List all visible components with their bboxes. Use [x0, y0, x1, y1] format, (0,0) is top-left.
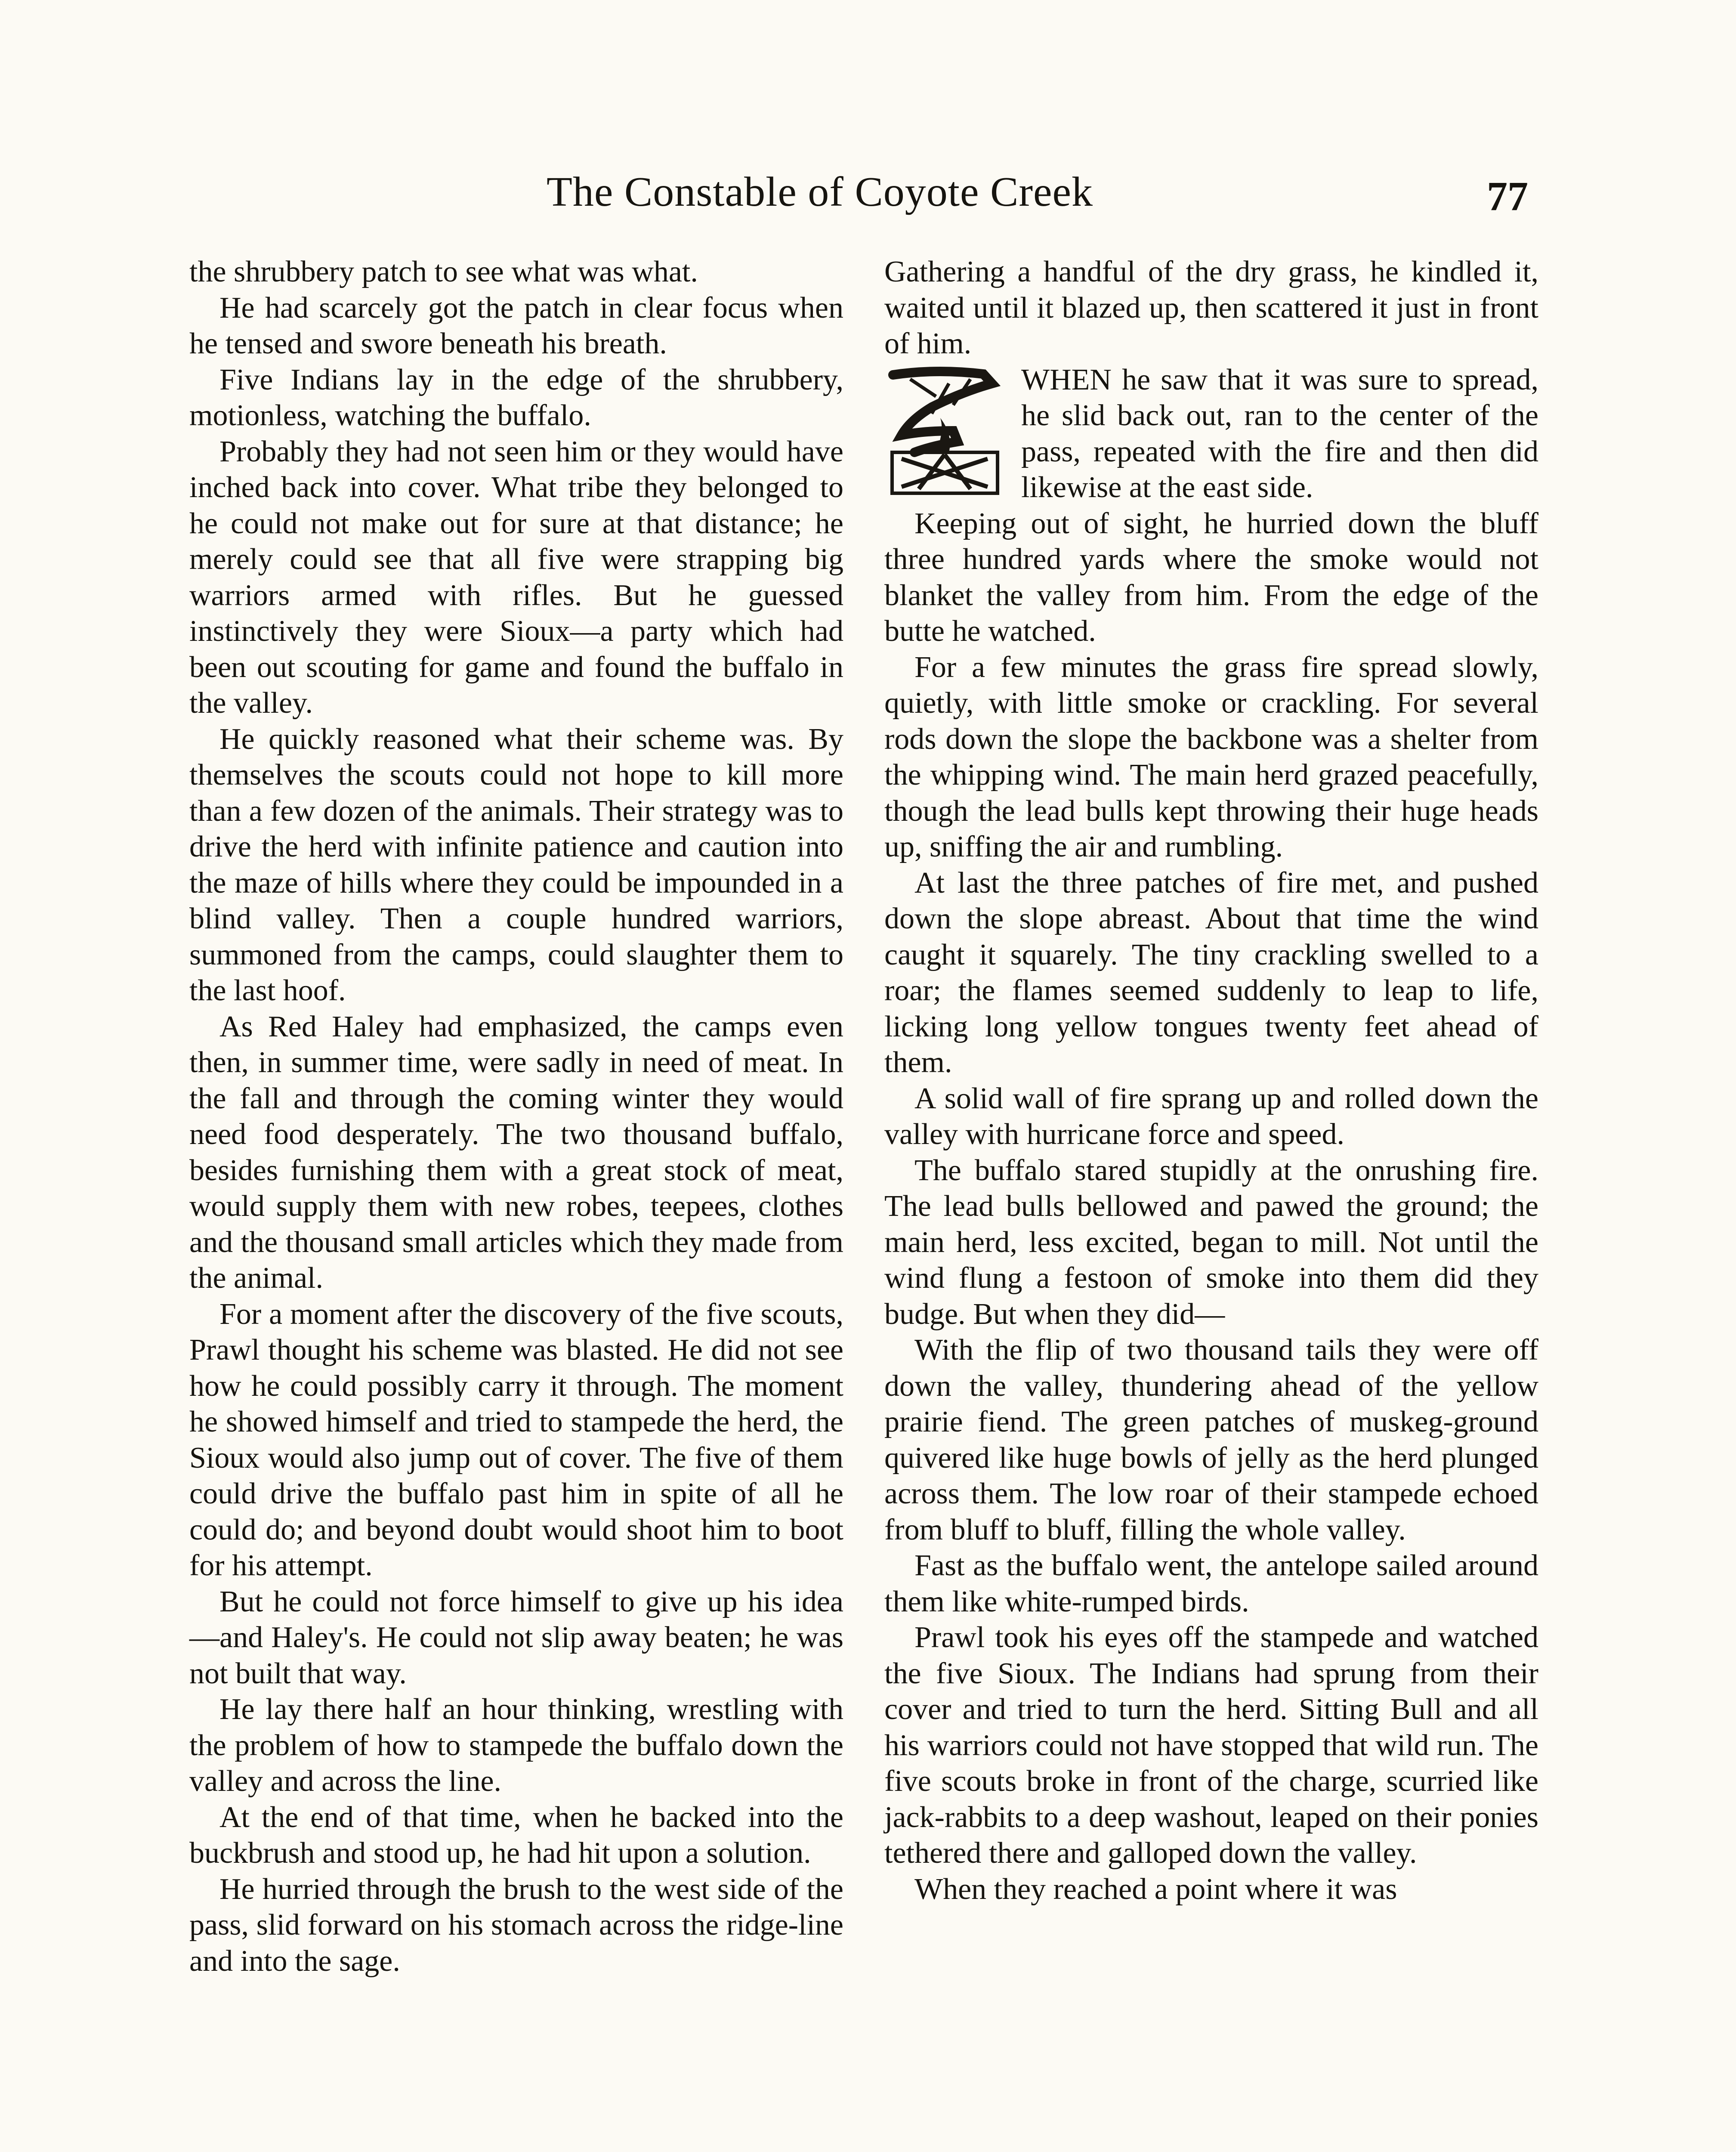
- paragraph: A solid wall of fire sprang up and rolled down the valley with hurricane force and speed.: [884, 1082, 1538, 1151]
- paragraph: He hurried through the brush to the west side of the pass, slid forward on his stomach across the ridge-line and into the sage.: [189, 1872, 843, 1978]
- paragraph: For a few minutes the grass fire spread slowly, quietly, with little smoke or crackling. For several rods down the slope the backbone was a shelter from the whipping wind. The main herd grazed peacefully, though the lead bulls kept throwing their huge heads up, sniffing the air and rumbling.: [884, 650, 1538, 863]
- paragraph: When they reached a point where it was: [914, 1872, 1397, 1906]
- paragraph: At the end of that time, when he backed into the buckbrush and stood up, he had hit upon a solution.: [189, 1800, 843, 1870]
- section-break: [884, 362, 1538, 506]
- paragraph: But he could not force himself to give up his idea—and Haley's. He could not slip away beaten; he was not built that way.: [189, 1585, 843, 1690]
- page-header: [0, 155, 1736, 220]
- paragraph: At last the three patches of fire met, and pushed down the slope abreast. About that time the wind caught it squarely. The tiny crackling swelled to a roar; the flames seemed suddenly to leap to life, licking long yellow tongues twenty feet ahead of them.: [884, 866, 1538, 1079]
- paragraph: The buffalo stared stupidly at the onrushing fire. The lead bulls bellowed and pawed the ground; the main herd, less excited, began to mill. Not until the wind flung a festoon of smoke into them did they budge. But when they did—: [884, 1153, 1538, 1331]
- page-number: 77: [1487, 173, 1528, 219]
- paragraph: WHEN he saw that it was sure to spread, he slid back out, ran to the center of the pass, repeated with the fire and then did likewise at the east side.: [1021, 363, 1538, 504]
- paragraph: Keeping out of sight, he hurried down the bluff three hundred yards where the smoke would not blanket the valley from him. From the edge of the butte he watched.: [884, 507, 1538, 648]
- paragraph: As Red Haley had emphasized, the camps even then, in summer time, were sadly in need of meat. In the fall and through the coming winter they would need food desperately. The two thousand buffalo, besides furnishing them with a great stock of meat, would supply them with new robes, teepees, clothes and the thousand small articles which they made from the animal.: [189, 1010, 843, 1295]
- paragraph: Fast as the buffalo went, the antelope sailed around them like white-rumped birds.: [884, 1549, 1538, 1618]
- paragraph: Five Indians lay in the edge of the shrubbery, motionless, watching the buffalo.: [189, 363, 843, 432]
- paragraph: the shrubbery patch to see what was what.: [189, 255, 698, 288]
- paragraph: With the flip of two thousand tails they were off down the valley, thundering ahead of the yellow prairie fiend. The green patches of muskeg-ground quivered like huge bowls of jelly as the herd plunged across them. The low roar of their stampede echoed from bluff to bluff, filling the whole valley.: [884, 1333, 1538, 1546]
- paragraph: Probably they had not seen him or they would have inched back into cover. What tribe they belonged to he could not make out for sure at that distance; he merely could see that all five were strapping big warriors armed with rifles. But he guessed instinctively they were Sioux—a party which had been out scouting for game and found the buffalo in the valley.: [189, 435, 843, 720]
- campfire-illustration-icon: [884, 366, 1009, 498]
- paragraph: He had scarcely got the patch in clear focus when he tensed and swore beneath his breath.: [189, 291, 843, 360]
- paragraph: He lay there half an hour thinking, wrestling with the problem of how to stampede the buffalo down the valley and across the line.: [189, 1693, 843, 1798]
- left-column: [189, 254, 843, 1979]
- right-column: [884, 254, 1538, 1907]
- paragraph: Gathering a handful of the dry grass, he kindled it, waited until it blazed up, then scattered it just in front of him.: [884, 255, 1538, 360]
- paragraph: Prawl took his eyes off the stampede and watched the five Sioux. The Indians had sprung from their cover and tried to turn the herd. Sitting Bull and all his warriors could not have stopped that wild run. The five scouts broke in front of the charge, scurried like jack-rabbits to a deep washout, leaped on their ponies tethered there and galloped down the valley.: [884, 1621, 1538, 1870]
- paragraph: For a moment after the discovery of the five scouts, Prawl thought his scheme was blasted. He did not see how he could possibly carry it through. The moment he showed himself and tried to stampede the herd, the Sioux would also jump out of cover. The five of them could drive the buffalo past him in spite of all he could do; and beyond doubt would shoot him to boot for his attempt.: [189, 1297, 843, 1582]
- paragraph: He quickly reasoned what their scheme was. By themselves the scouts could not hope to kill more than a few dozen of the animals. Their strategy was to drive the herd with infinite patience and caution into the maze of hills where they could be impounded in a blind valley. Then a couple hundred warriors, summoned from the camps, could slaughter them to the last hoof.: [189, 722, 843, 1007]
- running-title: The Constable of Coyote Creek: [547, 169, 1093, 215]
